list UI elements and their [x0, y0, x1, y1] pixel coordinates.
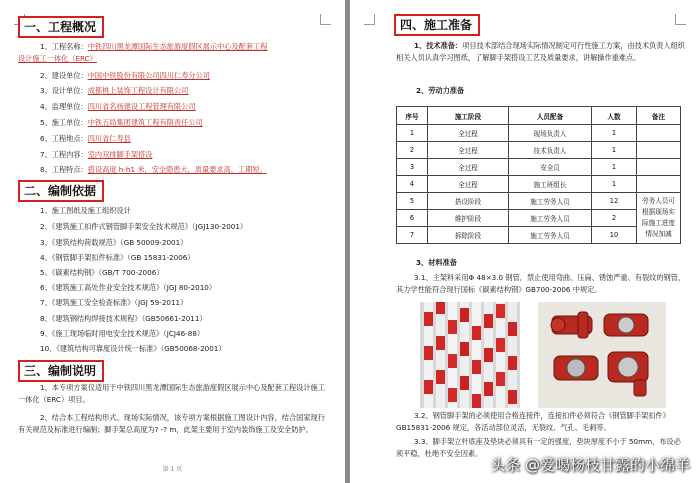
table-cell: 全过程	[428, 159, 509, 176]
material-paragraph: 3.3、脚手架立杆底座及垫块必须具有一定的强度，垫块厚度不小于 50mm，布设必须平稳，杜绝不安全因素。	[396, 437, 681, 458]
table-cell	[637, 176, 681, 193]
watermark-text: 头条 @爱喝杨枝甘露的小绵羊	[490, 456, 690, 474]
document-page-right	[350, 0, 700, 483]
table-row	[397, 159, 681, 176]
overview-line: 1、工程名称：中铁四川黑龙潭国际生态旅游度假区展示中心及配套工程	[40, 42, 268, 51]
table-cell: 3	[397, 159, 428, 176]
table-cell: 4	[397, 176, 428, 193]
basis-item: 5、《碳素结构钢》（GB/T 700-2006）	[40, 268, 164, 277]
basis-item: 2、《建筑施工扣件式钢管脚手架安全技术规范》（JGJ130-2001）	[40, 222, 248, 231]
table-cell: 施工劳务人员	[509, 193, 592, 210]
table-cell: 施工班组长	[509, 176, 592, 193]
table-row	[397, 125, 681, 142]
material-paragraph: 3.1、主架料采用Φ 48×3.0 钢管，禁止使用弯曲、压扁、锈蚀严重、有裂纹的钢管，其力学性能符合现行国标《碳素结构钢》GB700-2006 中规定。	[396, 273, 686, 294]
labor-table	[396, 106, 681, 244]
steel-pipe-photo	[420, 302, 520, 408]
crop-mark	[675, 14, 686, 25]
column-header: 人数	[592, 107, 637, 125]
table-cell: 搭设阶段	[428, 193, 509, 210]
table-row	[397, 176, 681, 193]
basis-item: 4、《钢管脚手架扣件标准》（GB 15831-2006）	[40, 253, 195, 262]
tech-prep-paragraph: 1、技术准备：项目技术部结合现场实际情况制定可行性施工方案，由技术负责人组织相关人员认真学习图纸，了解脚手架搭设工艺及质量要求，讲解操作重难点。	[396, 41, 685, 62]
section-heading-preparation: 四、施工准备	[394, 14, 480, 36]
overview-line: 8、工程特点：搭设高度 h-h1 米，安全隐患大，质量要求高，工期短。	[40, 165, 267, 174]
table-cell: 10	[592, 227, 637, 244]
crop-mark	[364, 14, 375, 25]
overview-line: 6、工程地点：四川省仁寿县	[40, 134, 131, 143]
column-header: 施工阶段	[428, 107, 509, 125]
table-header-row	[397, 107, 681, 125]
table-cell: 2	[592, 210, 637, 227]
overview-line: 7、工程内容：室内双排脚手架搭设	[40, 150, 153, 159]
table-cell: 5	[397, 193, 428, 210]
overview-line: 2、建设单位：中国中铁股份有限公司四川仁寿分公司	[40, 71, 210, 80]
overview-line: 3、设计单位：成都桃上装饰工程设计有限公司	[40, 86, 189, 95]
column-header: 备注	[637, 107, 681, 125]
overview-line: 5、施工单位：中铁五局集团建筑工程有限责任公司	[40, 118, 203, 127]
table-cell: 1	[592, 142, 637, 159]
basis-item: 7、《建筑施工安全检查标准》（JGJ 59-2011）	[40, 298, 188, 307]
table-row	[397, 193, 681, 210]
table-cell: 7	[397, 227, 428, 244]
column-header: 人员配备	[509, 107, 592, 125]
page-number: 第 1 页	[162, 466, 183, 473]
material-paragraph: 3.2、钢管脚手架的必须使用合格连接件，连接扣件必须符合《钢管脚手架扣件》GB15831-2006 规定，各活动部位灵活，无裂纹、气孔、毛刺等。	[396, 411, 670, 432]
overview-line: 4、监理单位：四川省名扬建设工程管理有限公司	[40, 102, 196, 111]
table-cell: 1	[592, 176, 637, 193]
table-cell	[637, 125, 681, 142]
labor-title: 2、劳动力准备	[416, 86, 465, 95]
table-cell: 施工劳务人员	[509, 227, 592, 244]
basis-item: 3、《建筑结构荷载规范》（GB 50009-2001）	[40, 238, 188, 247]
table-cell: 全过程	[428, 176, 509, 193]
crop-mark	[320, 14, 331, 25]
table-cell	[637, 142, 681, 159]
table-cell: 维护阶段	[428, 210, 509, 227]
table-cell: 1	[592, 159, 637, 176]
overview-line-cont: 设计施工一体化（ERC）	[18, 54, 97, 63]
document-page-left	[0, 0, 345, 483]
table-cell: 拆除阶段	[428, 227, 509, 244]
material-title: 3、材料准备	[416, 258, 457, 267]
section-heading-description: 三、编制说明	[18, 360, 104, 382]
description-paragraph: 1、本专项方案仅适用于中铁四川黑龙潭国际生态旅游度假区展示中心及配套工程设计施工一体化（ERC）项目。	[18, 383, 325, 404]
table-cell: 施工劳务人员	[509, 210, 592, 227]
table-cell: 全过程	[428, 142, 509, 159]
column-header: 序号	[397, 107, 428, 125]
basis-item: 6、《建筑施工高处作业安全技术规范》（JGJ 80-2010）	[40, 283, 217, 292]
table-cell: 安全员	[509, 159, 592, 176]
section-heading-basis: 二、编制依据	[18, 180, 104, 202]
table-cell: 全过程	[428, 125, 509, 142]
table-cell: 12	[592, 193, 637, 210]
description-paragraph: 2、结合本工程结构形式、现场实际情况，该专项方案根据施工图设计内容，结合国家现行有关规范及标准进行编制；脚手架总高度为? -? m，此架主要用于室内装饰施工及安全防护。	[18, 413, 325, 434]
table-cell: 6	[397, 210, 428, 227]
table-row	[397, 142, 681, 159]
table-cell	[637, 159, 681, 176]
section-heading-overview: 一、工程概况	[18, 16, 104, 38]
table-cell: 现场负责人	[509, 125, 592, 142]
basis-item: 9、《施工现场临时用电安全技术规范》（JCJ46-88）	[40, 329, 205, 338]
labor-note-cell: 劳务人员可根据现场实际施工进度情况加减	[637, 193, 681, 244]
basis-item: 1、施工图纸及施工组织设计	[40, 206, 131, 215]
coupler-photo	[538, 302, 666, 408]
table-cell: 技术负责人	[509, 142, 592, 159]
basis-item: 8、《建筑钢结构焊接技术规程》（GB50661-2011）	[40, 314, 207, 323]
table-cell: 1	[592, 125, 637, 142]
basis-item: 10、《建筑结构可靠度设计统一标准》（GB50068-2001）	[40, 344, 226, 353]
table-cell: 1	[397, 125, 428, 142]
table-cell: 2	[397, 142, 428, 159]
